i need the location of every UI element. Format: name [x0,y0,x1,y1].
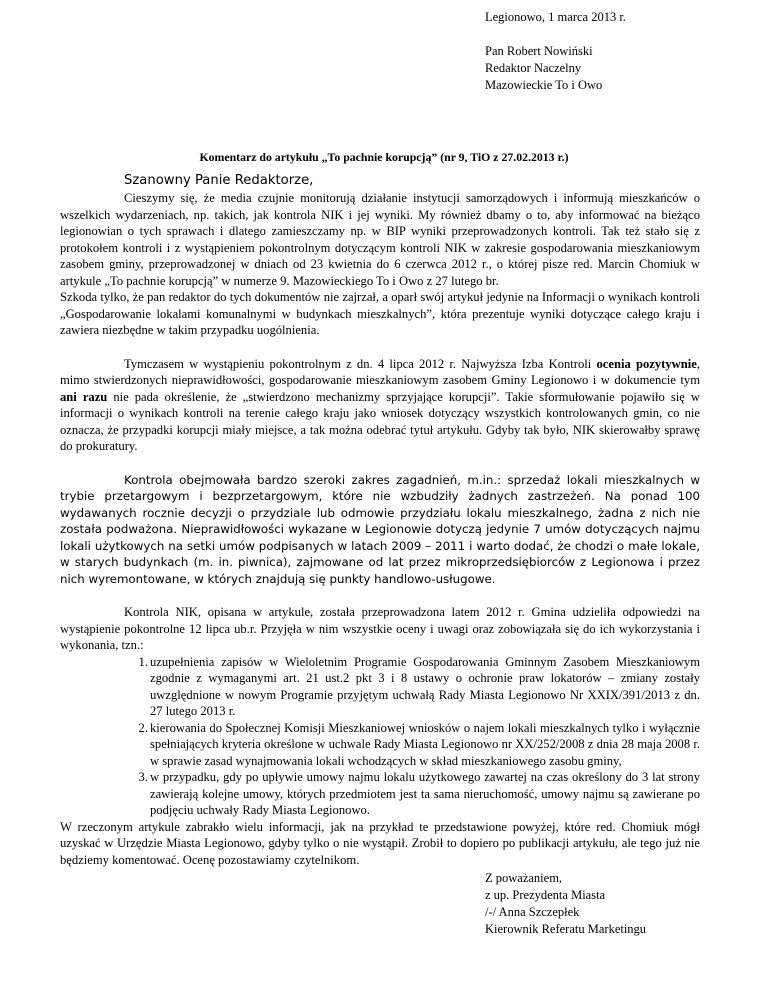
paragraph-4: Kontrola obejmowała bardzo szeroki zakres zagadnień, m.in.: sprzedaż lokali mieszkalnych w trybie przetargowym i bezprzetargowym, które nie wzbudziły żadnych zastrzeżeń. Na ponad 100 wydawanych rocznie decyzji o przydziale lub odmowie przydziału lokalu mieszkalnego, żadna z nich nie została podważona. Nieprawidłowości wykazane w Legionowie dotyczą jedynie 7 umów dotyczących najmu lokali użytkowych na setki umów podpisanych w latach 2009 – 2011 i warto dodać, że chodzi o małe lokale, w starych budynkach (m. in. piwnica), zajmowane od lat przez mikroprzedsiębiorców z Legionowa i przez nich wyremontowane, w których znajdują się punkty handlowo-usługowe. [60,472,700,586]
greeting: Szanowny Panie Redaktorze, [124,173,314,188]
recipient-title: Redaktor Naczelny [485,61,582,75]
closing-salutation: Z poważaniem, [485,871,563,885]
list-item: 1. uzupełnienia zapisów w Wieloletnim Programie Gospodarowania Gminnym Zasobem Mieszkaniowym zgodnie z wymaganymi art. 21 ust.2 pkt 3 i 8 ustawy o ochronie praw lokatorów – zmiany zostały uwzględnione w nowym Programie przyjętym uchwałą Rady Miasta Legionowo Nr XXIX/391/2013 z dn. 27 lutego 2013 r. [138,654,700,718]
paragraph-2: Szkoda tylko, że pan redaktor do tych dokumentów nie zajrzał, a oparł swój artykuł jedynie na Informacji o wynikach kontroli „Gospodarowanie lokalami komunalnymi w budynkach mieszkalnych”, która prezentuje wyniki dotyczące całego kraju i zawiera niezbędne w takim przypadku uogólnienia. [60,290,700,337]
signature-block [485,870,646,938]
recipient-paper: Mazowieckie To i Owo [485,78,603,92]
letter-body [60,168,700,868]
place-date: Legionowo, 1 marca 2013 r. [485,10,626,24]
paragraph-1: Cieszymy się, że media czujnie monitorują działanie instytucji samorządowych i informują mieszkańców o wszelkich wydarzeniach, np. takich, jak kontrola NIK i jej wyniki. My również dbamy o to, aby informować na bieżąco legionowian o tych sprawach i dlatego zamieszczamy np. w BIP wyniki przeprowadzonych kontroli. Tak też stało się z protokołem kontroli i z wystąpieniem pokontrolnym dotyczącym kontroli NIK w zakresie gospodarowania mieszkaniowym zasobem gminy, przeprowadzonej w dniach od 23 kwietnia do 6 czerwca 2012 r., o której pisze red. Marcin Chomiuk w artykule „To pachnie korupcją” w numerze 9. Mazowieckiego To i Owo z 27 lutego br. [60,191,700,288]
signatory-title: Kierownik Referatu Marketingu [485,922,647,936]
paragraph-6: W rzeczonym artykule zabrakło wielu informacji, jak na przykład te przedstawione powyżej, które red. Chomiuk mógł uzyskać w Urzędzie Miasta Legionowo, gdyby tylko o nie wystąpił. Zrobił to dopiero po publikacji artykułu, ale tego już nie będziemy komentować. Ocenę pozostawiamy czytelnikom. [60,819,700,867]
recipient-name: Pan Robert Nowiński [485,44,593,58]
list-item: 2. kierowania do Społecznej Komisji Mieszkaniowej wniosków o najem lokali mieszkalnych tylko i wyłącznie spełniających kryteria określone w uchwale Rady Miasta Legionowo nr XX/252/2008 z dnia 28 maja 2008 r. w sprawie zasad wynajmowania lokali wchodzących w skład mieszkaniowego zasobu gminy, [138,720,700,768]
emphasis-positive: ocenia pozytywnie [596,356,697,371]
on-behalf-line: z up. Prezydenta Miasta [485,888,606,902]
obligations-list [60,654,700,819]
signatory-name: /-/ Anna Szczepłek [485,905,580,919]
list-item: 3. w przypadku, gdy po upływie umowy najmu lokalu użytkowego zawartej na czas określony do 3 lat strony zawierają kolejne umowy, których przedmiotem jest ta sama nieruchomość, umowy najmu są zawierane po podjęciu uchwały Rady Miasta Legionowo. [138,770,700,817]
address-block [485,9,626,94]
subject-line: Komentarz do artykułu „To pachnie korupcją” (nr 9, TiO z 27.02.2013 r.) [199,150,569,164]
paragraph-3: Tymczasem w wystąpieniu pokontrolnym z dn. 4 lipca 2012 r. Najwyższa Izba Kontroli ocenia pozytywnie, mimo stwierdzonych nieprawidłowości, gospodarowanie mieszkaniowym zasobem Gminy Legionowo i w dokumencie tym ani razu nie pada określenie, że „stwierdzono mechanizmy sprzyjające korupcji”. Takie sformułowanie pojawiło się w informacji o wynikach kontroli na terenie całego kraju jako wniosek dotyczący wszystkich kontrolowanych gmin, co nie oznacza, że przypadki korupcji miały miejsce, a tak można odebrać tytuł artykułu. Gdyby tak było, NIK skierowałby sprawę do prokuratury. [60,356,700,453]
paragraph-5: Kontrola NIK, opisana w artykule, została przeprowadzona latem 2012 r. Gmina udzieliła odpowiedzi na wystąpienie pokontrolne 12 lipca ub.r. Przyjęła w nim wszystkie oceny i uwagi oraz zobowiązała się do ich wykorzystania i wykonania, tzn.: [60,605,700,652]
emphasis-never: ani razu [60,389,108,404]
